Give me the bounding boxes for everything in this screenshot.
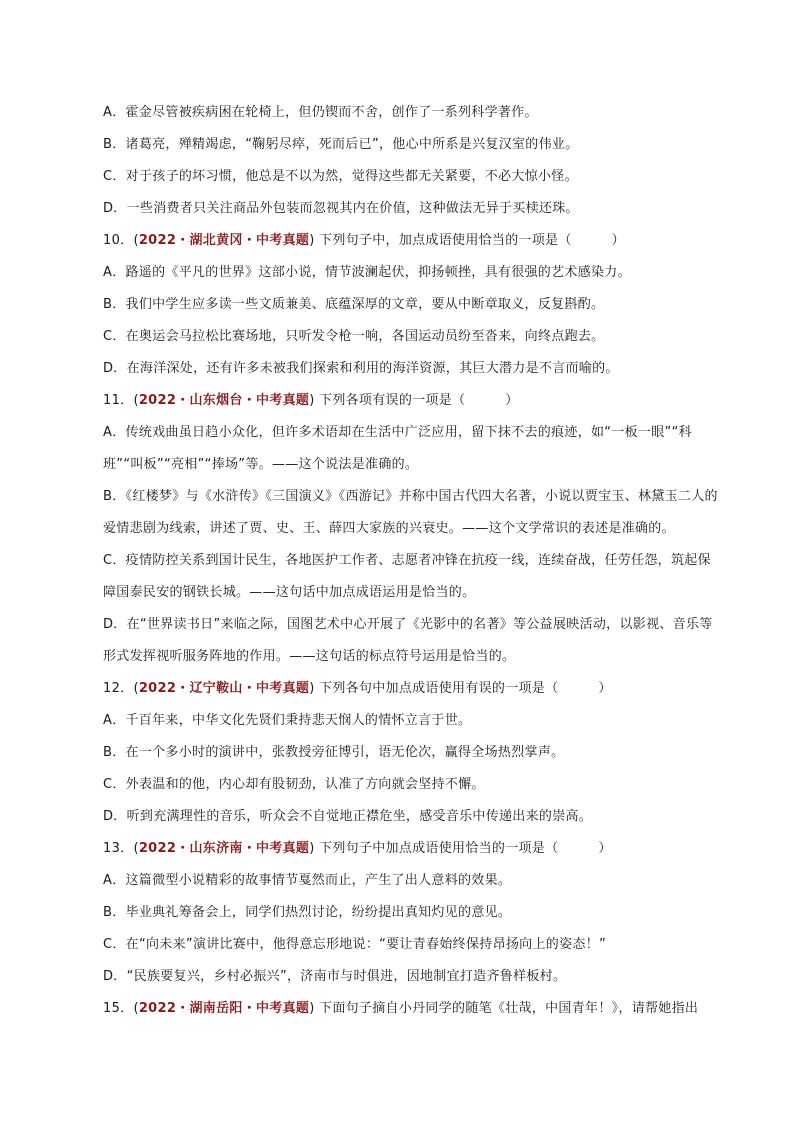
question-number: 13．( xyxy=(103,841,139,856)
question-number: 12．( xyxy=(103,681,139,696)
q11-option-d: D．在“世界读书日”来临之际，国图艺术中心开展了《光影中的名著》等公益展映活动，以影视、音乐等形式发挥视听服务阵地的作用。——这句话的标点符号运用是恰当的。 xyxy=(103,617,713,664)
q12-option-c: C．外表温和的他，内心却有股韧劲，认准了方向就会坚持不懈。 xyxy=(103,777,485,792)
question-source: 2022・山东济南・中考真题 xyxy=(138,841,310,856)
question-text: ) 下列句子中，加点成语使用恰当的一项是（ ） xyxy=(309,233,625,248)
q10-option-b: B．我们中学生应多读一些文质兼美、底蕴深厚的文章，要从中断章取义，反复斟酌。 xyxy=(103,297,605,312)
q9-option-b: B．诸葛亮，殚精竭虑，“鞠躬尽瘁，死而后已”，他心中所系是兴复汉室的伟业。 xyxy=(103,137,579,152)
q11-stem xyxy=(103,391,723,411)
q13-option-c: C．在“向未来”演讲比赛中，他得意忘形地说：“要让青春始终保持昂扬向上的姿态！” xyxy=(103,937,607,952)
q9-option-a: A．霍金尽管被疾病困在轮椅上，但仍锲而不舍，创作了一系列科学著作。 xyxy=(103,105,538,120)
q10-option-c: C．在奥运会马拉松比赛场地，只听发令枪一响，各国运动员纷至沓来，向终点跑去。 xyxy=(103,329,605,344)
q12-option-b: B．在一个多小时的演讲中，张教授旁征博引，语无伦次，赢得全场热烈掌声。 xyxy=(103,745,565,760)
q11-option-b: B．《红楼梦》与《水浒传》《三国演义》《西游记》并称中国古代四大名著，小说以贾宝玉、林黛玉二人的爱情悲剧为线索，讲述了贾、史、王、薛四大家族的兴衰史。——这个文学常识的表述是准确的。 xyxy=(103,489,718,536)
q15-stem xyxy=(103,999,723,1019)
q11-option-c: C．疫情防控关系到国计民生，各地医护工作者、志愿者冲锋在抗疫一线，连续奋战，任劳任怨，筑起保障国泰民安的钢铁长城。——这句话中加点成语运用是恰当的。 xyxy=(103,553,711,600)
question-number: 11．( xyxy=(103,393,139,408)
q12-option-a: A．千百年来，中华文化先贤们秉持悲天悯人的情怀立言于世。 xyxy=(103,713,472,728)
q13-stem xyxy=(103,839,723,859)
q13-option-d: D．“民族要复兴，乡村必振兴”，济南市与时俱进，因地制宜打造齐鲁样板村。 xyxy=(103,969,567,984)
q12-option-d: D．听到充满理性的音乐，听众会不自觉地正襟危坐，感受音乐中传递出来的崇高。 xyxy=(103,809,593,824)
q10-stem xyxy=(103,231,723,251)
question-text: ) 下列各项有误的一项是（ ） xyxy=(309,393,519,408)
q13-option-b: B．毕业典礼筹备会上，同学们热烈讨论，纷纷提出真知灼见的意见。 xyxy=(103,905,512,920)
question-source: 2022・湖南岳阳・中考真题 xyxy=(138,1001,310,1016)
q10-option-a: A．路遥的《平凡的世界》这部小说，情节波澜起伏，抑扬顿挫，具有很强的艺术感染力。 xyxy=(103,265,631,280)
question-source: 2022・湖北黄冈・中考真题 xyxy=(138,233,310,248)
question-source: 2022・山东烟台・中考真题 xyxy=(138,393,310,408)
question-number: 10．( xyxy=(103,233,139,248)
q12-stem xyxy=(103,679,723,699)
question-text: ) 下列各句中加点成语使用有误的一项是（ ） xyxy=(309,681,612,696)
q11-option-a: A．传统戏曲虽日趋小众化，但许多术语却在生活中广泛应用，留下抹不去的痕迹，如“一板一眼”“科班”“叫板”“亮相”“捧场”等。——这个说法是准确的。 xyxy=(103,425,692,472)
question-text: ) 下面句子摘自小丹同学的随笔《壮哉，中国青年！》，请帮她指出 xyxy=(309,1001,699,1016)
q9-option-c: C．对于孩子的坏习惯，他总是不以为然，觉得这些都无关紧要，不必大惊小怪。 xyxy=(103,169,578,184)
q13-option-a: A．这篇微型小说精彩的故事情节戛然而止，产生了出人意料的效果。 xyxy=(103,873,512,888)
question-text: ) 下列句子中加点成语使用恰当的一项是（ ） xyxy=(309,841,612,856)
q10-option-d: D．在海洋深处，还有许多未被我们探索和利用的海洋资源，其巨大潜力是不言而喻的。 xyxy=(103,361,619,376)
question-number: 15．( xyxy=(103,1001,139,1016)
q9-option-d: D．一些消费者只关注商品外包装而忽视其内在价值，这种做法无异于买椟还珠。 xyxy=(103,201,579,216)
question-source: 2022・辽宁鞍山・中考真题 xyxy=(138,681,310,696)
